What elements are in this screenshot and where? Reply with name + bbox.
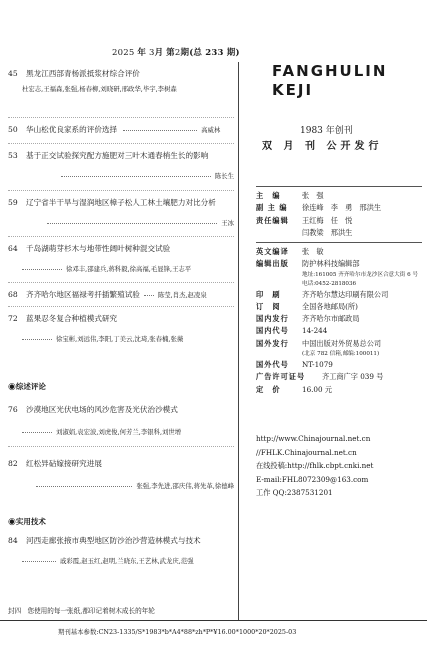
website-link[interactable]: //FHLK.Chinajournal.net.cn bbox=[256, 447, 357, 457]
footer-divider bbox=[0, 620, 427, 621]
divider bbox=[8, 117, 234, 118]
issue-line: 2025 年 3月 第2期(总 233 期) bbox=[112, 48, 240, 58]
divider bbox=[8, 190, 234, 191]
masthead: 主 编 张 强 副 主 编 徐连峰 李 勇 邢洪生 责任编辑 王红梅 任 悦 闫教梁 邢洪生 bbox=[256, 191, 382, 237]
divider bbox=[8, 446, 234, 447]
journal-parameters: 期刊基本参数:CN23-1335/S*1983*b*A4*88*zh*P*¥16.00*1000*20*2025-03 bbox=[58, 628, 297, 636]
submission-link[interactable]: 在线投稿:http://fhlk.cbpt.cnki.net bbox=[256, 461, 374, 470]
publication-frequency: 双 月 刊 公开发行 bbox=[262, 141, 383, 152]
email-link[interactable]: E-mail:FHL8072309@163.com bbox=[256, 474, 369, 484]
toc-entry[interactable]: 59 辽宁省半干旱与湿润地区樟子松人工林土壤肥力对比分析 王冰 bbox=[8, 198, 234, 227]
journal-logo: FANGHULIN KEJI bbox=[272, 62, 404, 100]
divider bbox=[256, 242, 422, 243]
founded-year: 1983 年创刊 bbox=[300, 126, 353, 136]
toc-entry[interactable]: 76 沙漠地区光伏电场的风沙危害及光伏治沙模式 刘淑娟,袁宏波,刘虎俊,何芳兰,李银科,刘世增 bbox=[8, 405, 182, 436]
toc-entry[interactable]: 64 千岛湖萌芽杉木与地带性阔叶树种混交试验 徐邓丰,邵建兵,蒋科毅,徐高福,毛显锋,王志平 bbox=[8, 244, 192, 273]
section-heading-review: ◉综述评论 bbox=[8, 382, 46, 392]
website-link[interactable]: http://www.Chinajournal.net.cn bbox=[256, 434, 371, 443]
toc-entry[interactable]: 82 红松异砧嫁接研究进展 张强,李先进,邵庆伟,蒋先革,徐德峰 bbox=[8, 459, 234, 490]
toc-entry[interactable]: 53 基于正交试验探究配方施肥对三叶木通春梢生长的影响 陈长生 bbox=[8, 151, 234, 180]
section-heading-tech: ◉实用技术 bbox=[8, 517, 46, 527]
toc-entry[interactable]: 84 河西走廊张掖市典型地区防沙治沙营造林模式与技术 戚彩霞,赵玉红,赵明,兰晓东,王艺林,武龙庆,范强 bbox=[8, 536, 201, 565]
publishing-info: 英文编译 张 敏 编辑出版 防护林科技编辑部 地址:161005 齐齐哈尔市龙沙区合意大街 6 号 电话:0452-2818036 印 刷 齐齐哈尔慧达印刷有限公司 订 阅 全国各地邮局(所) 国内发行 齐齐哈尔市邮政局 国内代号 14-244 国外发行 中国出版对外贸易总公司 (北京 782 信箱,邮编:100011) 国外代号 NT-1079 广告许可证号 齐工商广字 039 号 定 价 16.00 元 bbox=[256, 247, 419, 394]
toc-entry[interactable]: 50 华山松优良家系的评价选择 高威林 bbox=[8, 125, 221, 134]
divider bbox=[8, 143, 234, 144]
online-contact bbox=[256, 432, 426, 500]
divider bbox=[8, 236, 234, 237]
section-marker-icon: ◉ bbox=[8, 382, 16, 392]
divider bbox=[8, 306, 234, 307]
divider bbox=[8, 282, 234, 283]
toc-entry[interactable]: 45 黑龙江西部青杨派抵浆材综合评价 杜宏志,王福森,张强,杨春柳,刘晓研,邢政华,毕宇,李树森 bbox=[8, 69, 177, 93]
toc-entry[interactable]: 72 蓝果忍冬复合种植模式研究 徐宝彬,刘远伟,李阳,丁美云,沈琦,张春楠,张薇 bbox=[8, 314, 184, 343]
toc-entry[interactable]: 68 齐齐哈尔地区福禄考扦插繁殖试验 陈莹,肖杰,赵凌泉 bbox=[8, 290, 207, 299]
column-divider bbox=[238, 62, 239, 620]
cover-note: 封四 您使用的每一张纸,都印记着树木成长的年轮 bbox=[8, 607, 155, 615]
qq-contact: 工作 QQ:2387531201 bbox=[256, 488, 333, 497]
divider bbox=[256, 186, 422, 187]
section-marker-icon: ◉ bbox=[8, 517, 16, 527]
